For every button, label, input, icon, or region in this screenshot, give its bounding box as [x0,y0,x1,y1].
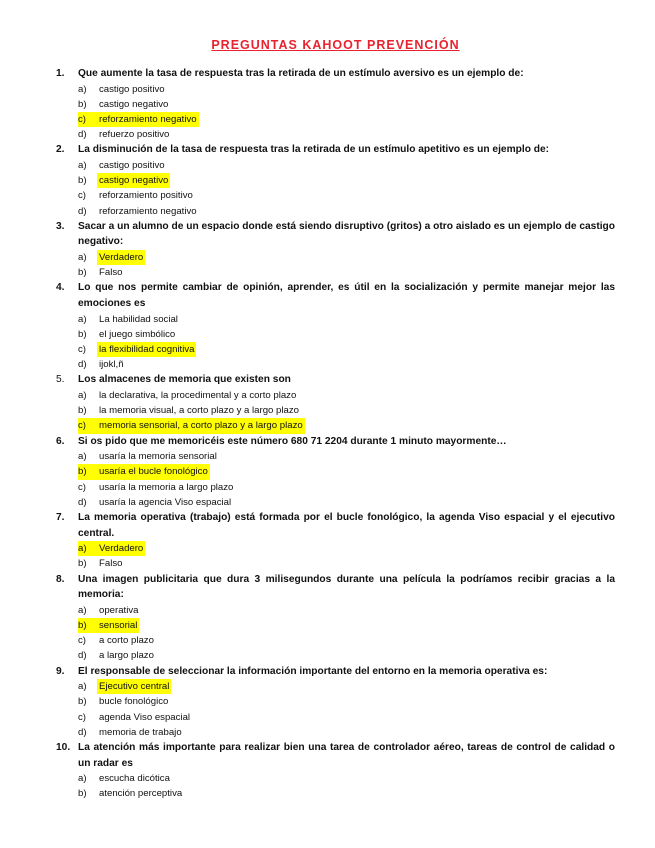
option-text: la flexibilidad cognitiva [97,342,196,357]
option-text: memoria sensorial, a corto plazo y a largo plazo [97,418,305,433]
option-letter: b) [78,328,87,340]
question-line [56,572,615,603]
option-letter: b) [78,558,87,570]
option-text: usaría la memoria sensorial [99,451,217,463]
answer-option [78,480,615,495]
option-text: memoria de trabajo [99,726,182,738]
option-list [56,449,615,510]
document-title: PREGUNTAS KAHOOT PREVENCIÓN [211,38,460,52]
question-text: La memoria operativa (trabajo) está formada por el bucle fonológico, la agenda Viso espacial y el ejecutivo central. [78,512,615,539]
question-item [56,372,615,433]
question-text: Lo que nos permite cambiar de opinión, aprender, es útil en la socialización y permite manejar mejor las emociones es [78,282,615,309]
option-letter: c) [78,190,86,202]
option-text: agenda Viso espacial [99,711,191,723]
option-text: refuerzo positivo [99,129,170,141]
option-letter: b) [78,175,87,187]
answer-option [78,388,615,403]
option-text: castigo positivo [99,83,165,95]
answer-option [78,694,615,709]
answer-option [78,97,615,112]
option-list [56,82,615,143]
option-letter: d) [78,650,87,662]
question-line [56,664,615,680]
answer-option-highlighted [78,679,615,694]
question-text: La atención más importante para realizar bien una tarea de controlador aéreo, tareas de control de calidad o un radar es [78,742,615,769]
answer-option-highlighted [78,173,615,188]
option-text: Ejecutivo central [97,679,171,694]
option-list [56,541,615,571]
question-number: 7. [56,512,65,524]
question-number: 3. [56,220,65,232]
question-text: Si os pido que me memoricéis este número 680 71 2204 durante 1 minuto mayormente… [78,435,507,447]
option-letter: a) [78,451,87,463]
option-letter: d) [78,205,87,217]
option-letter: b) [78,696,87,708]
option-list [56,771,615,801]
question-line [56,434,615,450]
option-letter: d) [78,496,87,508]
option-letter: a) [78,313,87,325]
question-text: Sacar a un alumno de un espacio donde está siendo disruptivo (gritos) a otro aislado es un ejemplo de castigo negativo: [78,220,615,248]
option-text: a corto plazo [99,635,154,647]
option-letter: c) [78,635,86,647]
question-list [56,66,615,802]
option-letter: a) [78,541,97,556]
option-text: atención perceptiva [99,788,183,800]
option-text: bucle fonológico [99,696,169,708]
question-text: El responsable de seleccionar la información importante del entorno en la memoria operativa es: [78,665,548,677]
question-number: 6. [56,435,65,447]
option-letter: d) [78,359,87,371]
question-item [56,280,615,372]
question-item [56,66,615,142]
answer-option [78,786,615,801]
answer-option [78,327,615,342]
question-item [56,664,615,740]
option-text: reforzamiento negativo [99,205,197,217]
option-letter: c) [78,344,86,355]
option-text: la memoria visual, a corto plazo y a largo plazo [99,405,299,417]
option-text: castigo negativo [99,98,169,110]
answer-option [78,403,615,418]
question-number: 4. [56,282,65,294]
answer-option [78,495,615,510]
answer-option [78,556,615,571]
option-text: usaría la memoria a largo plazo [99,481,234,493]
question-number: 9. [56,665,65,677]
answer-option [78,710,615,725]
answer-option-highlighted [78,112,615,127]
option-text: reforzamiento negativo [97,112,199,127]
question-item [56,740,615,802]
answer-option [78,633,615,648]
question-item [56,510,615,572]
option-letter: a) [78,252,87,263]
option-letter: b) [78,618,97,633]
answer-option-highlighted [78,541,615,556]
question-number: 1. [56,68,65,79]
option-letter: c) [78,481,86,493]
answer-option [78,648,615,663]
option-text: a largo plazo [99,650,154,662]
option-text: Verdadero [97,541,145,556]
question-text: Una imagen publicitaria que dura 3 milisegundos durante una película la podríamos recibir gracias a la memoria: [78,573,615,601]
option-text: Verdadero [97,250,145,265]
question-text: La disminución de la tasa de respuesta tras la retirada de un estímulo apetitivo es un ejemplo de: [78,144,550,156]
option-text: La habilidad social [99,313,178,325]
question-line [56,142,615,158]
answer-option [78,204,615,219]
option-text: la declarativa, la procedimental y a corto plazo [99,390,297,401]
option-text: operativa [99,604,139,616]
answer-option [78,357,615,372]
option-text: el juego simbólico [99,328,176,340]
question-text: Que aumente la tasa de respuesta tras la retirada de un estímulo aversivo es un ejemplo de: [78,68,524,79]
option-text: Falso [99,267,123,279]
answer-option-highlighted [78,618,615,633]
option-list [56,312,615,373]
answer-option-highlighted [78,250,615,265]
option-letter: c) [78,112,97,127]
option-letter: a) [78,160,87,171]
question-item [56,219,615,281]
option-text: ijokl,ñ [99,359,124,371]
question-item [56,142,615,218]
option-list [56,679,615,740]
question-line [56,280,615,311]
question-item [56,434,615,510]
option-letter: a) [78,604,87,616]
answer-option [78,449,615,464]
option-text: usaría la agencia Viso espacial [99,496,232,508]
answer-option [78,312,615,327]
option-letter: a) [78,773,87,785]
question-number: 2. [56,144,65,156]
question-line [56,66,615,82]
option-letter: a) [78,681,87,693]
option-list [56,388,615,434]
option-letter: b) [78,405,87,417]
question-number: 8. [56,573,65,585]
option-letter: a) [78,390,87,401]
option-letter: b) [78,464,97,479]
option-list [56,158,615,219]
option-text: escucha dicótica [99,773,170,785]
question-line [56,740,615,771]
option-letter: a) [78,83,87,95]
option-letter: b) [78,267,87,279]
question-text: Los almacenes de memoria que existen son [78,374,291,386]
answer-option-highlighted [78,418,615,433]
option-letter: b) [78,788,87,800]
option-list [56,250,615,280]
answer-option [78,603,615,618]
option-letter: b) [78,98,87,110]
answer-option [78,725,615,740]
question-item [56,572,615,664]
answer-option [78,771,615,786]
answer-option [78,188,615,203]
question-line [56,372,615,388]
option-text: castigo positivo [99,160,165,171]
question-line [56,219,615,250]
option-text: Falso [99,558,123,570]
answer-option [78,127,615,142]
option-text: reforzamiento positivo [99,190,193,202]
answer-option-highlighted [78,342,615,357]
question-number: 10. [56,742,71,754]
answer-option-highlighted [78,464,615,479]
option-text: usaría el bucle fonológico [97,464,210,479]
option-list [56,603,615,664]
option-text: sensorial [97,618,139,633]
answer-option [78,82,615,97]
answer-option [78,158,615,173]
option-letter: d) [78,129,87,141]
option-letter: c) [78,711,86,723]
question-line [56,510,615,541]
answer-option [78,265,615,280]
option-text: castigo negativo [97,173,170,188]
option-letter: d) [78,726,87,738]
question-number: 5. [56,374,65,386]
option-letter: c) [78,418,97,433]
